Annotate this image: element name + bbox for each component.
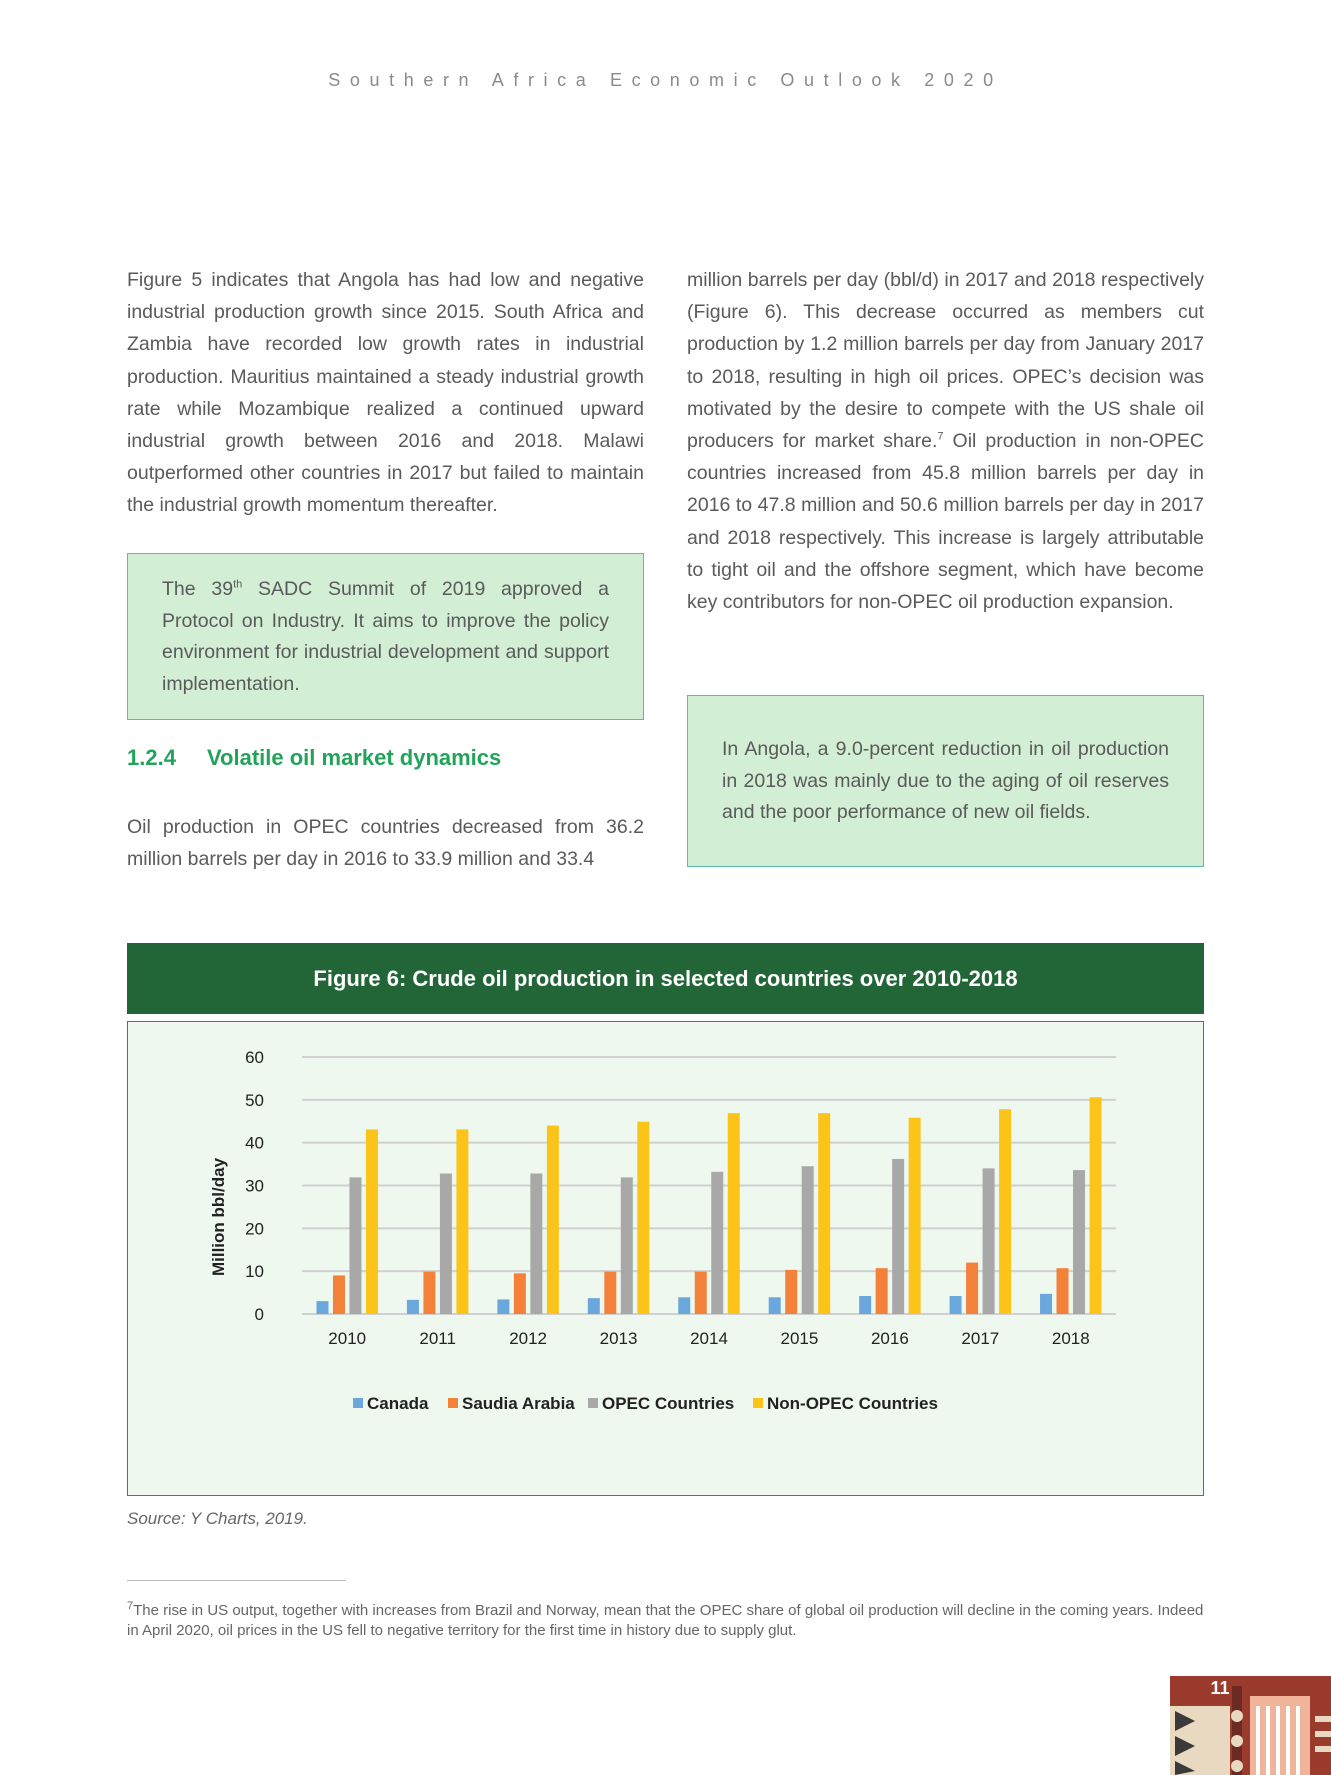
- legend-swatch: [353, 1398, 363, 1408]
- section-heading: [127, 745, 501, 771]
- y-axis-label: Million bbl/day: [209, 1157, 228, 1277]
- angola-callout-text: In Angola, a 9.0-percent reduction in oil production in 2018 was mainly due to the aging of oil reserves and the poor performance of new oil fields.: [722, 738, 1169, 823]
- bar-opec-countries-2016: [892, 1159, 904, 1314]
- bar-saudia-arabia-2014: [695, 1272, 707, 1314]
- bar-opec-countries-2014: [711, 1172, 723, 1314]
- bar-canada-2010: [316, 1301, 328, 1314]
- bar-canada-2011: [407, 1300, 419, 1314]
- footnote: [127, 1601, 1207, 1641]
- bar-saudia-arabia-2015: [785, 1270, 797, 1314]
- x-tick-label: 2017: [961, 1329, 1000, 1348]
- legend-swatch: [753, 1398, 763, 1408]
- section-title: Volatile oil market dynamics: [207, 745, 502, 770]
- footnote-ref[interactable]: 7: [937, 430, 944, 443]
- bar-non-opec-countries-2016: [909, 1118, 921, 1314]
- bar-saudia-arabia-2016: [876, 1268, 888, 1314]
- x-tick-label: 2010: [328, 1329, 367, 1348]
- bar-opec-countries-2015: [802, 1166, 814, 1314]
- figure-source: Source: Y Charts, 2019.: [127, 1509, 308, 1528]
- figure-title: Figure 6: Crude oil production in selected countries over 2010-2018: [127, 943, 1204, 1014]
- bar-opec-countries-2017: [983, 1168, 995, 1314]
- paragraph-opec-production: Oil production in OPEC countries decreased from 36.2 million barrels per day in 2016 to 33.9 million and 33.4: [127, 816, 644, 871]
- bar-saudia-arabia-2013: [604, 1272, 616, 1314]
- footnote-text: The rise in US output, together with increases from Brazil and Norway, mean that the OPEC share of global oil production will decline in the coming years. Indeed in April 2020, oil prices in the US fell to negative territory for the first time in history due to supply glut.: [127, 1602, 1204, 1639]
- legend-label: Canada: [367, 1394, 429, 1413]
- oil-production-chart: [128, 1022, 1203, 1495]
- bar-canada-2017: [950, 1296, 962, 1314]
- paragraph-oil-market: [687, 264, 1204, 618]
- legend-label: Non-OPEC Countries: [767, 1394, 938, 1413]
- bar-non-opec-countries-2015: [818, 1113, 830, 1314]
- bar-saudia-arabia-2011: [423, 1272, 435, 1314]
- y-tick-label: 30: [245, 1176, 264, 1196]
- x-tick-label: 2011: [419, 1329, 456, 1348]
- left-column: [127, 264, 644, 522]
- bar-canada-2016: [859, 1296, 871, 1314]
- bar-saudia-arabia-2012: [514, 1273, 526, 1314]
- bar-canada-2013: [588, 1298, 600, 1314]
- bar-non-opec-countries-2011: [456, 1129, 468, 1314]
- callout-sup: th: [233, 578, 243, 591]
- bar-opec-countries-2012: [530, 1174, 542, 1314]
- bar-opec-countries-2013: [621, 1177, 633, 1314]
- x-tick-label: 2013: [599, 1329, 638, 1348]
- y-tick-label: 0: [254, 1305, 264, 1324]
- y-tick-label: 50: [245, 1090, 264, 1110]
- sadc-summit-callout: [127, 553, 644, 720]
- footnote-marker: 7: [127, 1600, 134, 1612]
- section-number: 1.2.4: [127, 745, 176, 770]
- bar-saudia-arabia-2010: [333, 1275, 345, 1314]
- y-tick-label: 40: [245, 1133, 264, 1153]
- paragraph-oil-market-post: Oil production in non-OPEC countries increased from 45.8 million barrels per day in 2016 to 47.8 million and 50.6 million barrels per day in 2017 and 2018 respectively. This increase is largely attributable to tight oil and the offshore segment, which have become key contributors for non-OPEC oil production expansion.: [687, 430, 1204, 614]
- y-tick-label: 10: [245, 1262, 264, 1282]
- bar-saudia-arabia-2018: [1057, 1268, 1069, 1314]
- bar-non-opec-countries-2013: [637, 1122, 649, 1314]
- chart-frame: [127, 1021, 1204, 1496]
- x-tick-label: 2016: [870, 1329, 909, 1348]
- page-number: 11: [1210, 1678, 1230, 1698]
- bar-canada-2018: [1040, 1294, 1052, 1314]
- right-column: [687, 264, 1204, 618]
- running-header: Southern Africa Economic Outlook 2020: [328, 70, 1003, 90]
- bar-canada-2014: [678, 1297, 690, 1314]
- bar-opec-countries-2018: [1073, 1170, 1085, 1314]
- legend-swatch: [448, 1398, 458, 1408]
- bar-canada-2015: [769, 1297, 781, 1314]
- left-column-bottom: [127, 811, 644, 875]
- angola-callout: [687, 695, 1204, 867]
- bar-non-opec-countries-2014: [728, 1113, 740, 1314]
- bar-opec-countries-2010: [349, 1177, 361, 1314]
- legend-label: OPEC Countries: [602, 1394, 735, 1413]
- y-tick-label: 60: [245, 1048, 264, 1067]
- callout-text-pre: The 39: [162, 578, 234, 600]
- bar-non-opec-countries-2017: [999, 1109, 1011, 1314]
- paragraph-industrial-growth: Figure 5 indicates that Angola has had low and negative industrial production growth since 2015. South Africa and Zambia have recorded low growth rates in industrial production. Mauritius maintained a steady industrial growth rate while Mozambique realized a continued upward industrial growth between 2016 and 2018. Malawi outperformed other countries in 2017 but failed to maintain the industrial growth momentum thereafter.: [127, 269, 644, 517]
- bar-non-opec-countries-2012: [547, 1126, 559, 1314]
- x-tick-label: 2015: [780, 1329, 819, 1348]
- bar-saudia-arabia-2017: [966, 1263, 978, 1314]
- legend-swatch: [588, 1398, 598, 1408]
- footnote-rule: [127, 1580, 346, 1581]
- callout-text-post: SADC Summit of 2019 approved a Protocol on Industry. It aims to improve the policy environment for industrial development and support implementation.: [162, 578, 609, 695]
- x-tick-label: 2014: [690, 1329, 728, 1348]
- bar-non-opec-countries-2018: [1090, 1097, 1102, 1314]
- legend-label: Saudia Arabia: [462, 1394, 575, 1413]
- bar-canada-2012: [497, 1299, 509, 1314]
- x-tick-label: 2012: [509, 1329, 548, 1348]
- x-tick-label: 2018: [1051, 1329, 1090, 1348]
- bar-non-opec-countries-2010: [366, 1129, 378, 1314]
- y-tick-label: 20: [245, 1219, 264, 1239]
- paragraph-oil-market-pre: million barrels per day (bbl/d) in 2017 and 2018 respectively (Figure 6). This decrease occurred as members cut production by 1.2 million barrels per day from January 2017 to 2018, resulting in high oil prices. OPEC’s decision was motivated by the desire to compete with the US shale oil producers for market share.: [687, 269, 1204, 453]
- bar-opec-countries-2011: [440, 1174, 452, 1314]
